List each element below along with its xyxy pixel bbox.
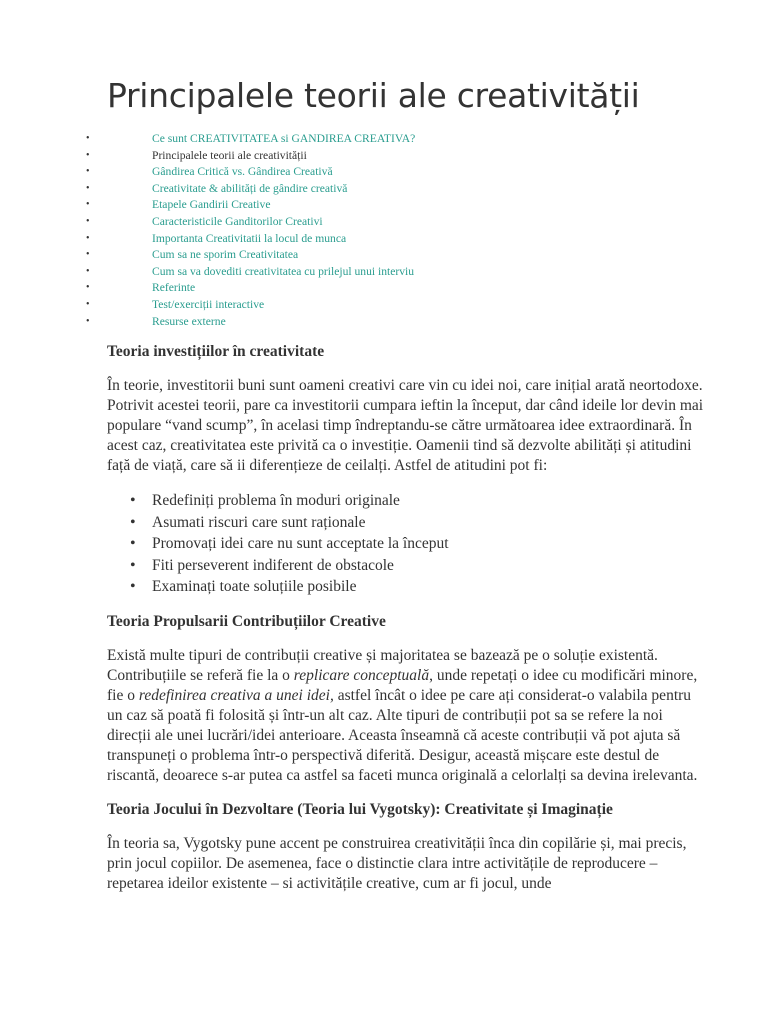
toc-item[interactable] (0, 181, 768, 198)
bullet-icon: • (86, 315, 90, 327)
list-item: • Asumati riscuri care sunt raționale (107, 512, 707, 534)
attitudes-list (107, 490, 707, 598)
toc-link[interactable]: Etapele Gandirii Creative (152, 198, 271, 212)
bullet-icon: • (86, 282, 90, 294)
toc-item[interactable] (0, 197, 768, 214)
toc-item[interactable] (0, 280, 768, 297)
section-heading-vygotsky: Teoria Jocului în Dezvoltare (Teoria lui Vygotsky): Creativitate și Imaginație (107, 800, 613, 818)
paragraph-investitii: În teorie, investitorii buni sunt oameni creativi care vin cu idei noi, care inițial arată neortodoxe. Potrivit acestei teorii, pare ca investitorii cumpara ieftin la început, dar când ideile lor devin mai populare “vand scump”, în acelasi timp îndreptandu-se către următoarea idee extraordinară. În acest caz, creativitatea este privită ca o investiție. Oamenii tind să dezvolte abilități și atitudini față de viață, care să ii diferențieze de ceilalți. Astfel de atitudini pot fi: (107, 377, 704, 474)
toc-item[interactable] (0, 314, 768, 331)
toc-link[interactable]: Caracteristicile Ganditorilor Creativi (152, 214, 323, 228)
bullet-icon: • (86, 149, 90, 161)
text-segment: astfel încât o idee pe care ați considerat-o valabila pentru un caz să poată fi folosită și într-un alt caz. Alte tipuri de contribuții pot sa se refere la noi direcții ale unei lucrări/idei anterioare. Aceasta înseamnă că aceste contribuții vă pot ajuta să transpuneți o problema într-o perspectivă diferită. Desigur, această mișcare este destul de riscantă, deoarece s-ar putea ca astfel sa faceti munca originală a celorlalți sa devina irelevanta. (107, 686, 698, 784)
list-item: • Redefiniți problema în moduri originale (107, 490, 707, 512)
bullet-icon: • (86, 265, 90, 277)
article-body (107, 342, 707, 908)
toc-item[interactable] (0, 264, 768, 281)
bullet-icon: • (86, 298, 90, 310)
text-segment: Există multe tipuri de contribuții creative și majoritatea se bazează pe o soluție existentă. Contribuțiile se referă fie la o (107, 646, 658, 684)
toc-current-item: Principalele teorii ale creativității (152, 148, 307, 162)
toc-link[interactable]: Creativitate & abilități de gândire creativă (152, 181, 348, 195)
toc-link[interactable]: Test/exerciții interactive (152, 297, 265, 311)
emphasis-redefinire: redefinirea creativa a unei idei, (138, 686, 334, 704)
bullet-icon: • (86, 199, 90, 211)
toc-link[interactable]: Resurse externe (152, 314, 226, 328)
paragraph-propulsare (107, 646, 707, 786)
text-segment: , unde repetați o idee cu modificări minore, fie o (107, 666, 698, 704)
toc-item[interactable] (0, 247, 768, 264)
bullet-icon: • (86, 166, 90, 178)
toc-link[interactable]: Cum sa va dovediti creativitatea cu prilejul unui interviu (152, 264, 415, 278)
table-of-contents (0, 131, 768, 330)
toc-item (0, 148, 768, 165)
toc-item[interactable] (0, 131, 768, 148)
toc-link[interactable]: Referinte (152, 281, 196, 295)
toc-item[interactable] (0, 297, 768, 314)
section-heading-investitii: Teoria investițiilor în creativitate (107, 343, 325, 360)
list-item: • Examinați toate soluțiile posibile (107, 576, 707, 598)
bullet-icon: • (86, 133, 90, 144)
toc-item[interactable] (0, 214, 768, 231)
bullet-icon: • (86, 215, 90, 227)
toc-link[interactable]: Cum sa ne sporim Creativitatea (152, 248, 299, 262)
list-item: • Fiti perseverent indiferent de obstacole (107, 555, 707, 577)
bullet-icon: • (86, 182, 90, 194)
toc-item[interactable] (0, 164, 768, 181)
paragraph-vygotsky: În teoria sa, Vygotsky pune accent pe construirea creativității înca din copilărie și, mai precis, prin jocul copiilor. De asemenea, face o distinctie clara intre activitățile de reproducere – repetarea ideilor existente – si activitățile creative, cum ar fi jocul, unde (107, 834, 687, 892)
toc-link[interactable]: Importanta Creativitatii la locul de munca (152, 231, 347, 245)
emphasis-replicare: replicare conceptuală (293, 666, 430, 684)
toc-item[interactable] (0, 231, 768, 248)
toc-link[interactable]: Ce sunt CREATIVITATEA si GANDIREA CREATIVA? (152, 132, 416, 145)
bullet-icon: • (86, 232, 90, 244)
section-heading-propulsare: Teoria Propulsarii Contribuțiilor Creative (107, 612, 386, 630)
bullet-icon: • (86, 249, 90, 261)
list-item: • Promovați idei care nu sunt acceptate la început (107, 533, 707, 555)
page-title: Principalele teorii ale creativității (107, 76, 640, 115)
toc-link[interactable]: Gândirea Critică vs. Gândirea Creativă (152, 165, 333, 179)
